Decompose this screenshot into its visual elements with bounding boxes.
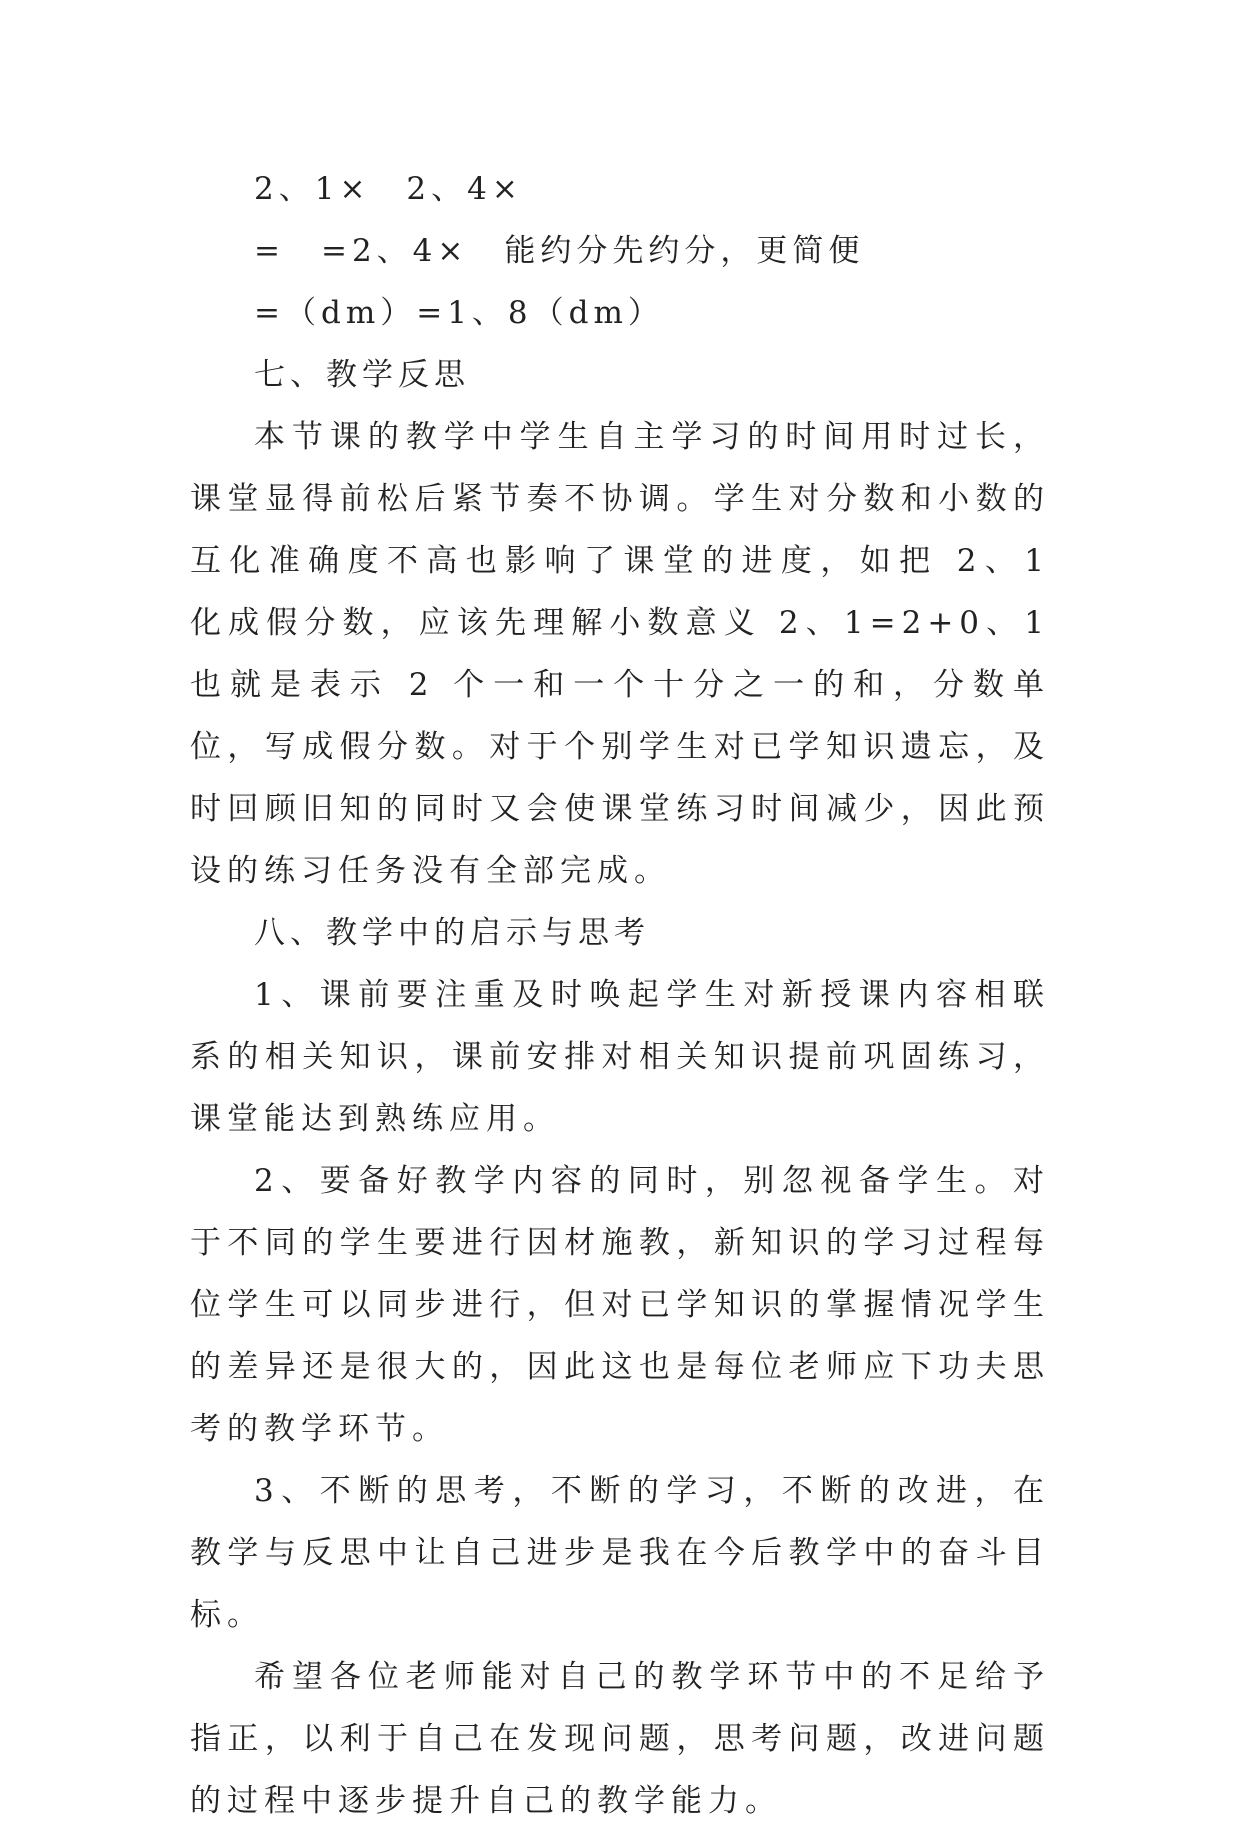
document-body bbox=[190, 158, 1050, 1832]
section-seven-heading: 七、教学反思 bbox=[254, 357, 470, 393]
formula-line-2: = =2、4× 能约分先约分，更简便 bbox=[254, 233, 865, 269]
point-two-paragraph: 2、要备好教学内容的同时，别忽视备学生。对于不同的学生要进行因材施教，新知识的学习过程每位学生可以同步进行，但对已学知识的掌握情况学生的差异还是很大的，因此这也是每位老师应下功夫思考的教学环节。 bbox=[190, 1163, 1050, 1447]
section-eight-heading: 八、教学中的启示与思考 bbox=[254, 915, 650, 951]
closing-paragraph: 希望各位老师能对自己的教学环节中的不足给予指正，以利于自己在发现问题，思考问题，改进问题的过程中逐步提升自己的教学能力。 bbox=[190, 1659, 1050, 1819]
point-three-paragraph: 3、不断的思考，不断的学习，不断的改进，在教学与反思中让自己进步是我在今后教学中的奋斗目标。 bbox=[190, 1473, 1050, 1633]
formula-line-1: 2、1× 2、4× bbox=[254, 171, 523, 207]
section-seven-paragraph: 本节课的教学中学生自主学习的时间用时过长，课堂显得前松后紧节奏不协调。学生对分数和小数的互化准确度不高也影响了课堂的进度，如把 2、1 化成假分数，应该先理解小数意义 2、1=2+0、1 也就是表示 2 个一和一个十分之一的和，分数单位，写成假分数。对于个别学生对已学知识遗忘，及时回顾旧知的同时又会使课堂练习时间减少，因此预设的练习任务没有全部完成。 bbox=[190, 419, 1050, 889]
formula-line-3: =（dm）=1、8（dm） bbox=[254, 295, 664, 331]
point-one-paragraph: 1、课前要注重及时唤起学生对新授课内容相联系的相关知识，课前安排对相关知识提前巩固练习，课堂能达到熟练应用。 bbox=[190, 977, 1050, 1137]
